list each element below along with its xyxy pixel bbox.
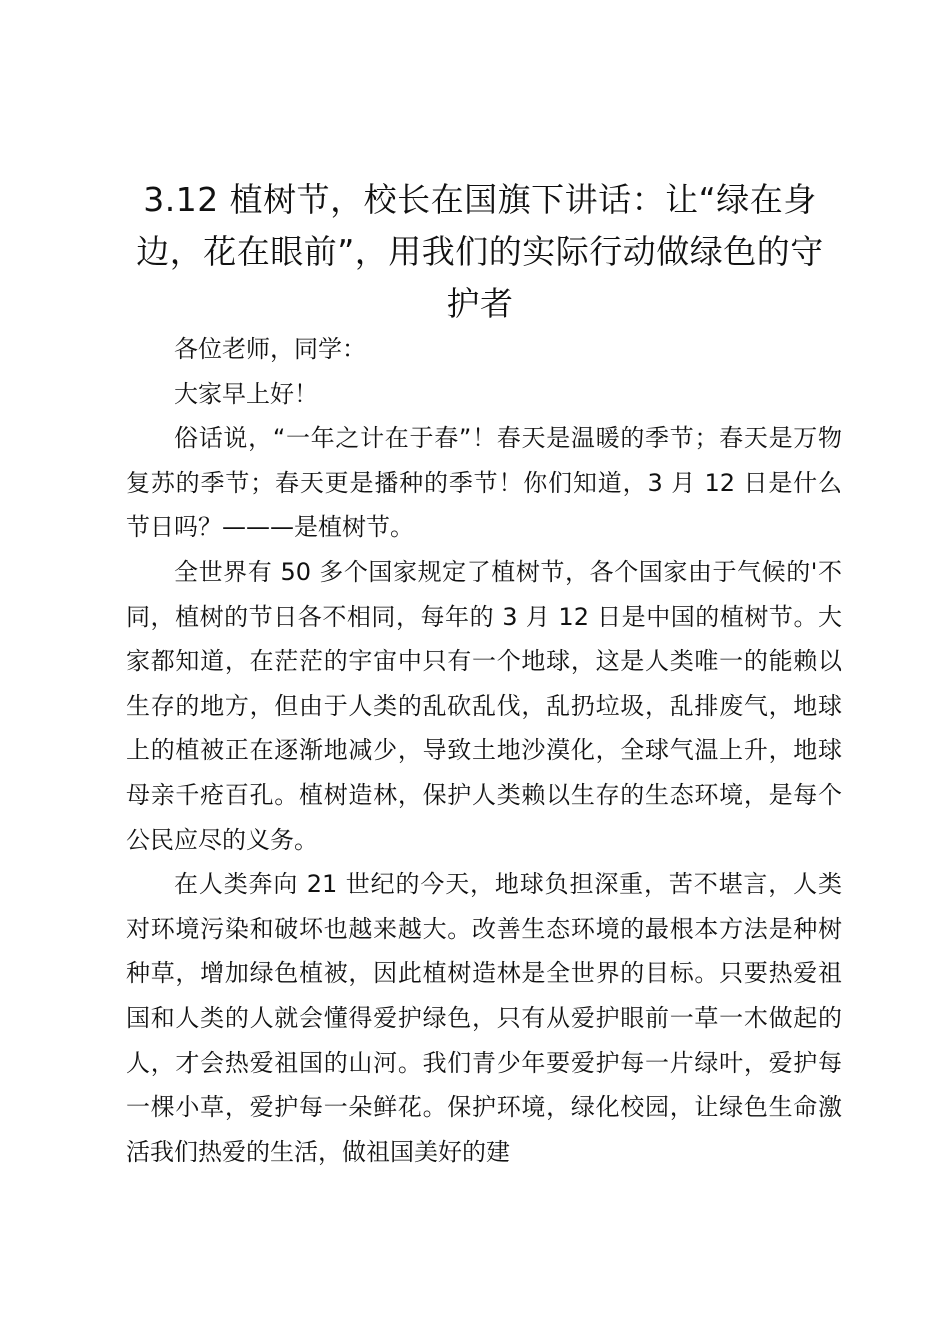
body-paragraph: 全世界有 50 多个国家规定了植树节，各个国家由于气候的'不同，植树的节日各不相同，每年的 3 月 12 日是中国的植树节。大家都知道，在茫茫的宇宙中只有一个地球，这是人类唯一的能赖以生存的地方，但由于人类的乱砍乱伐，乱扔垃圾，乱排废气，地球上的植被正在逐渐地减少，导致土地沙漠化，全球气温上升，地球母亲千疮百孔。植树造林，保护人类赖以生存的生态环境，是每个公民应尽的义务。	[126, 557, 842, 854]
salutation-paragraph: 各位老师，同学：	[174, 335, 366, 363]
greeting-paragraph: 大家早上好！	[174, 379, 318, 408]
document-body	[126, 327, 842, 1174]
document-title: 3.12 植树节，校长在国旗下讲话：让“绿在身边，花在眼前”，用我们的实际行动做绿色的守护者	[136, 180, 824, 323]
body-paragraph: 在人类奔向 21 世纪的今天，地球负担深重，苦不堪言，人类对环境污染和破坏也越来越大。改善生态环境的最根本方法是种树种草，增加绿色植被，因此植树造林是全世界的目标。只要热爱祖国和人类的人就会懂得爱护绿色，只有从爱护眼前一草一木做起的人，才会热爱祖国的山河。我们青少年要爱护每一片绿叶，爱护每一棵小草，爱护每一朵鲜花。保护环境，绿化校园，让绿色生命激活我们热爱的生活，做祖国美好的建	[126, 870, 842, 1166]
body-paragraph: 俗话说，“一年之计在于春”！春天是温暖的季节；春天是万物复苏的季节；春天更是播种的季节！你们知道，3 月 12 日是什么节日吗？———是植树节。	[126, 424, 842, 542]
